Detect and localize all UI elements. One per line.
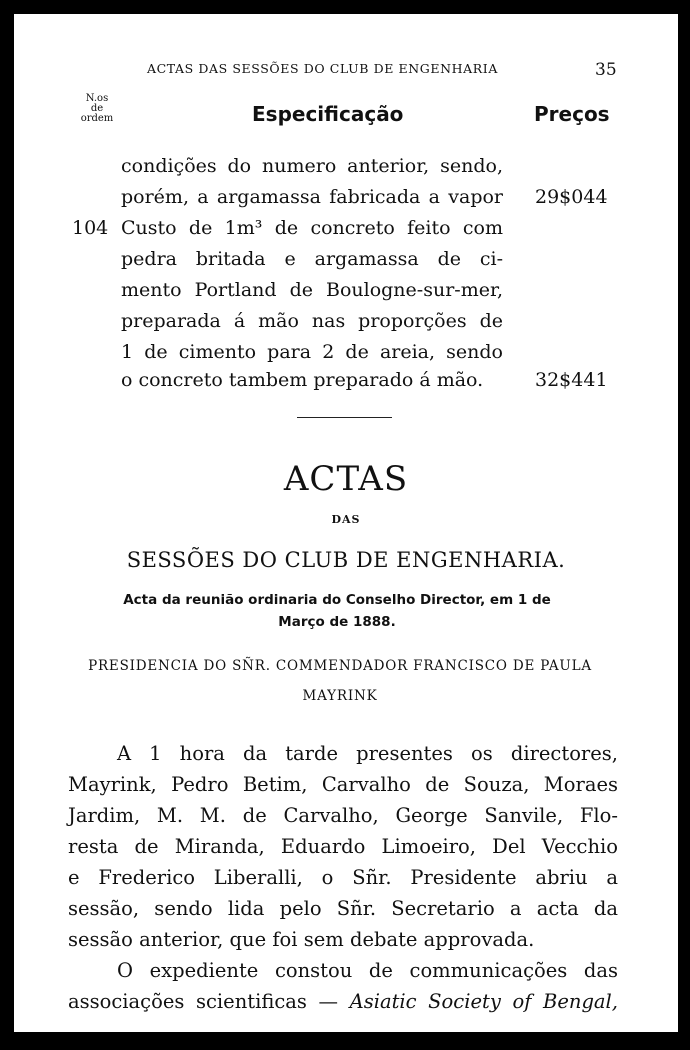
column-header-number	[71, 94, 123, 124]
section-das: DAS	[331, 513, 361, 526]
col-number-line: ordem	[80, 113, 114, 124]
section-title: ACTAS	[283, 459, 409, 499]
col-number-line: de	[90, 103, 104, 114]
body-line: Mayrink, Pedro Betim, Carvalho de Souza, Moraes	[68, 773, 618, 796]
page-number: 35	[595, 60, 617, 80]
price: 29$044	[535, 186, 608, 208]
body-line: sessão, sendo lida pelo Sñr. Secretario a acta da	[68, 897, 618, 920]
spec-line: Custo de 1m³ de concreto feito com	[121, 217, 503, 239]
spec-line: porém, a argamassa fabricada a vapor	[121, 186, 503, 208]
column-header-specification: Especificação	[252, 102, 404, 126]
acta-description: Acta da reunião ordinaria do Conselho Director, em 1 de Março de 1888.	[123, 592, 551, 630]
body-line: Jardim, M. M. de Carvalho, George Sanvile, Flo-	[68, 804, 618, 827]
presidencia-heading: PRESIDENCIA DO SÑR. COMMENDADOR FRANCISCO DE PAULA MAYRINK	[88, 658, 592, 704]
body-italic-text: Asiatic Society of Bengal,	[349, 990, 618, 1013]
running-head: ACTAS DAS SESSÕES DO CLUB DE ENGENHARIA	[147, 61, 498, 76]
section-divider	[297, 417, 392, 418]
spec-line: pedra britada e argamassa de ci-	[121, 248, 503, 270]
col-number-line: N.os	[85, 93, 109, 104]
body-line: A 1 hora da tarde presentes os directores,	[117, 742, 618, 765]
body-line	[68, 990, 618, 1013]
body-line: resta de Miranda, Eduardo Limoeiro, Del Vecchio	[68, 835, 618, 858]
body-line: O expediente constou de communicações das	[117, 959, 618, 982]
spec-line: preparada á mão nas proporções de	[121, 310, 503, 332]
spec-line: o concreto tambem preparado á mão.	[121, 369, 484, 391]
item-number: 104	[72, 217, 109, 239]
spec-line: 1 de cimento para 2 de areia, sendo	[121, 341, 503, 363]
column-header-prices: Preços	[534, 102, 610, 126]
body-line: sessão anterior, que foi sem debate approvada.	[68, 928, 535, 951]
spec-line: condições do numero anterior, sendo,	[121, 155, 503, 177]
price: 32$441	[535, 369, 608, 391]
body-line: e Frederico Liberalli, o Sñr. Presidente abriu a	[68, 866, 618, 889]
section-subtitle: SESSÕES DO CLUB DE ENGENHARIA.	[126, 548, 566, 572]
spec-line: mento Portland de Boulogne-sur-mer,	[121, 279, 503, 301]
body-text: associações scientificas —	[68, 990, 338, 1013]
book-page	[14, 14, 678, 1032]
